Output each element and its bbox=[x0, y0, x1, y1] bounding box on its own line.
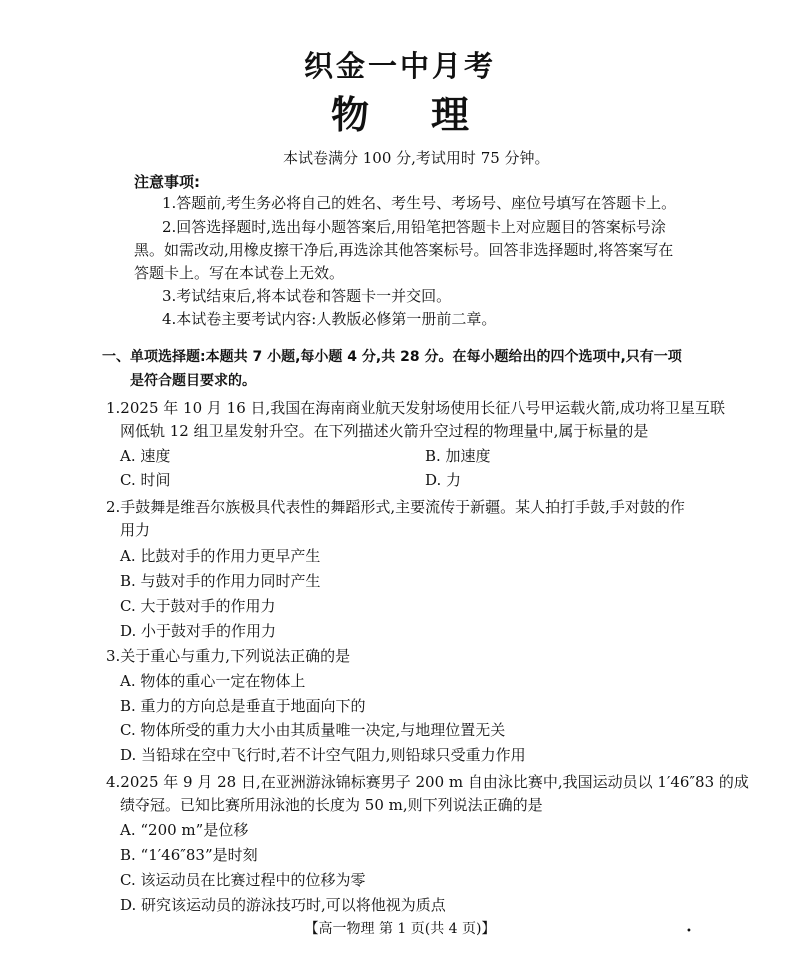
corner-mark: • bbox=[686, 926, 692, 937]
note-2-line-1: 2.回答选择题时,选出每小题答案后,用铅笔把答题卡上对应题目的答案标号涂 bbox=[162, 218, 666, 236]
note-4: 4.本试卷主要考试内容:人教版必修第一册前二章。 bbox=[162, 310, 497, 328]
notes-heading: 注意事项: bbox=[134, 173, 200, 191]
q3-option-b: B. 重力的方向总是垂直于地面向下的 bbox=[120, 697, 366, 715]
note-1: 1.答题前,考生务必将自己的姓名、考生号、考场号、座位号填写在答题卡上。 bbox=[162, 194, 677, 212]
q4-option-d: D. 研究该运动员的游泳技巧时,可以将他视为质点 bbox=[120, 896, 446, 914]
q2-option-a: A. 比鼓对手的作用力更早产生 bbox=[120, 547, 321, 565]
q2-stem-line-1: 2.手鼓舞是维吾尔族极具代表性的舞蹈形式,主要流传于新疆。某人拍打手鼓,手对鼓的作 bbox=[106, 498, 685, 516]
q4-option-a: A. “200 m”是位移 bbox=[120, 821, 249, 839]
q3-option-c: C. 物体所受的重力大小由其质量唯一决定,与地理位置无关 bbox=[120, 721, 506, 739]
subject-title bbox=[0, 84, 800, 139]
page-footer: 【高一物理 第 1 页(共 4 页)】 bbox=[304, 921, 496, 937]
exam-title: 织金一中月考 bbox=[303, 49, 496, 83]
q1-option-c: C. 时间 bbox=[120, 471, 171, 489]
q3-stem: 3.关于重心与重力,下列说法正确的是 bbox=[106, 647, 351, 665]
q1-option-d: D. 力 bbox=[425, 471, 462, 489]
note-3: 3.考试结束后,将本试卷和答题卡一并交回。 bbox=[162, 287, 452, 305]
note-2-line-2: 黑。如需改动,用橡皮擦干净后,再选涂其他答案标号。回答非选择题时,将答案写在 bbox=[134, 241, 674, 259]
section-heading-line-1: 一、单项选择题:本题共 7 小题,每小题 4 分,共 28 分。在每小题给出的四个选项中,只有一项 bbox=[102, 349, 682, 365]
q4-option-c: C. 该运动员在比赛过程中的位移为零 bbox=[120, 871, 366, 889]
q3-option-d: D. 当铅球在空中飞行时,若不计空气阻力,则铅球只受重力作用 bbox=[120, 746, 526, 764]
q4-option-b: B. “1′46″83”是时刻 bbox=[120, 846, 258, 864]
q1-stem-line-2: 网低轨 12 组卫星发射升空。在下列描述火箭升空过程的物理量中,属于标量的是 bbox=[120, 422, 649, 440]
exam-info: 本试卷满分 100 分,考试用时 75 分钟。 bbox=[283, 149, 550, 167]
q3-option-a: A. 物体的重心一定在物体上 bbox=[120, 672, 306, 690]
subject-char-1: 物 bbox=[330, 93, 369, 137]
q4-stem-line-1: 4.2025 年 9 月 28 日,在亚洲游泳锦标赛男子 200 m 自由泳比赛中,我国运动员以 1′46″83 的成 bbox=[106, 773, 749, 791]
q2-option-d: D. 小于鼓对手的作用力 bbox=[120, 622, 277, 640]
subject-char-2: 理 bbox=[431, 93, 470, 137]
section-heading-line-2: 是符合题目要求的。 bbox=[130, 373, 256, 389]
q1-stem-line-1: 1.2025 年 10 月 16 日,我国在海南商业航天发射场使用长征八号甲运载火箭,成功将卫星互联 bbox=[106, 399, 726, 417]
note-2-line-3: 答题卡上。写在本试卷上无效。 bbox=[134, 264, 345, 282]
q2-option-b: B. 与鼓对手的作用力同时产生 bbox=[120, 572, 321, 590]
q4-stem-line-2: 绩夺冠。已知比赛所用泳池的长度为 50 m,则下列说法正确的是 bbox=[120, 796, 543, 814]
q2-option-c: C. 大于鼓对手的作用力 bbox=[120, 597, 276, 615]
q1-option-a: A. 速度 bbox=[120, 447, 171, 465]
q2-stem-line-2: 用力 bbox=[120, 521, 151, 539]
q1-option-b: B. 加速度 bbox=[425, 447, 491, 465]
